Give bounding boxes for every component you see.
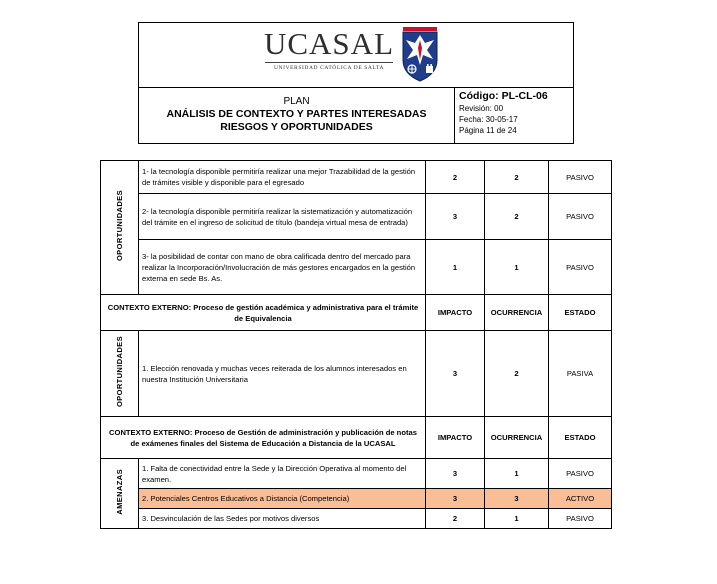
impacto-header: IMPACTO [426,417,485,459]
category-cell [101,459,139,529]
table-row [101,194,612,240]
document-page: Página 11 de 24 [459,126,517,135]
document-date: Fecha: 30-05-17 [459,115,518,124]
ocurrencia-value: 2 [485,331,549,417]
estado-value: PASIVO [549,509,612,529]
estado-value: PASIVO [549,161,612,194]
impacto-value: 3 [426,489,485,509]
estado-value: PASIVA [549,331,612,417]
impacto-value: 2 [426,161,485,194]
ocurrencia-header: OCURRENCIA [485,295,549,331]
risk-description: 3- la posibilidad de contar con mano de obra calificada dentro del mercado para realizar la Incorporación/Involucración de más gestores encargados en la gestión externa en sede Bs. As. [139,240,426,295]
plan-label: PLAN [283,96,310,107]
risk-description: 2. Potenciales Centros Educativos a Distancia (Competencia) [139,489,426,509]
table-row [101,331,612,417]
header-title-cell [139,88,455,144]
category-cell [101,331,139,417]
table-row-highlighted [101,489,612,509]
risk-description: 1. Elección renovada y muchas veces reiterada de los alumnos interesados en nuestra Institución Universitaria [139,331,426,417]
document-title-line1: ANÁLISIS DE CONTEXTO Y PARTES INTERESADAS [166,108,427,120]
estado-value: PASIVO [549,459,612,489]
impacto-header: IMPACTO [426,295,485,331]
ocurrencia-value: 1 [485,459,549,489]
ocurrencia-value: 1 [485,240,549,295]
category-label: AMENAZAS [115,469,124,515]
section-title: CONTEXTO EXTERNO: Proceso de Gestión de administración y publicación de notas de exámenes finales del Sistema de Educación a Distancia de la UCASAL [101,417,426,459]
brand-name: UCASAL [263,26,394,61]
document-code: Código: PL-CL-06 [459,90,548,102]
estado-value: PASIVO [549,240,612,295]
ocurrencia-value: 1 [485,509,549,529]
ocurrencia-value: 2 [485,194,549,240]
estado-value: PASIVO [549,194,612,240]
impacto-value: 3 [426,459,485,489]
table-row [101,459,612,489]
risk-opportunity-table [100,160,612,529]
document-revision: Revisión: 00 [459,104,504,113]
estado-header: ESTADO [549,417,612,459]
impacto-value: 3 [426,194,485,240]
document-title-line2: RIESGOS Y OPORTUNIDADES [220,121,373,133]
impacto-value: 2 [426,509,485,529]
ocurrencia-value: 2 [485,161,549,194]
section-header-row [101,417,612,459]
risk-description: 2- la tecnología disponible permitiría realizar la sistematización y automatización del trámite en el ingreso de solicitud de título (bandeja virtual mesa de entrada) [139,194,426,240]
ocurrencia-value: 3 [485,489,549,509]
brand-subtitle: UNIVERSIDAD CATÓLICA DE SALTA [273,65,385,71]
logo-row [139,23,573,88]
table-row [101,161,612,194]
estado-header: ESTADO [549,295,612,331]
category-label: OPORTUNIDADES [115,336,124,408]
risk-description: 1- la tecnología disponible permitiría realizar una mejor Trazabilidad de la gestión de trámites visible y disponible para el egresado [139,161,426,194]
impacto-value: 3 [426,331,485,417]
category-label: OPORTUNIDADES [115,190,124,262]
table-row [101,509,612,529]
university-shield-icon [402,26,438,82]
table-row [101,240,612,295]
estado-value: ACTIVO [549,489,612,509]
brand-divider [265,62,393,63]
risk-description: 3. Desvinculación de las Sedes por motivos diversos [139,509,426,529]
risk-description: 1. Falta de conectividad entre la Sede y la Dirección Operativa al momento del examen. [139,459,426,489]
section-header-row [101,295,612,331]
document-header [138,22,574,144]
brand-logo [263,27,395,71]
impacto-value: 1 [426,240,485,295]
ocurrencia-header: OCURRENCIA [485,417,549,459]
document-code-block [459,90,574,136]
category-cell [101,161,139,295]
section-title: CONTEXTO EXTERNO: Proceso de gestión académica y administrativa para el trámite de Equivalencia [101,295,426,331]
